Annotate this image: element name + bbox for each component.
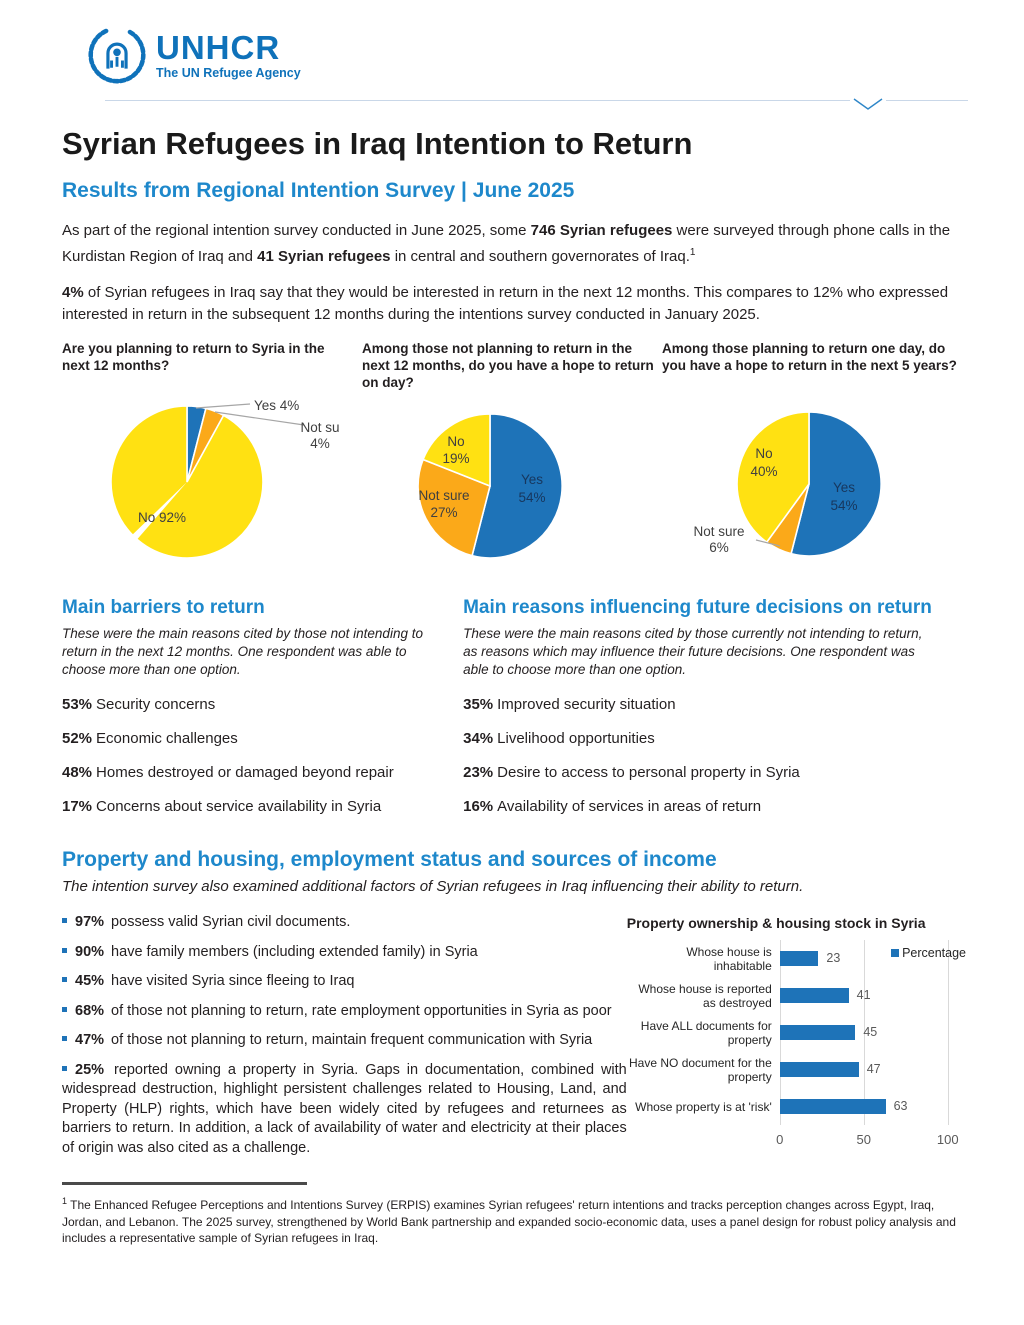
pie-chart-1: [62, 340, 362, 574]
pie-slice-label: No: [755, 446, 773, 461]
chevron-down-icon: [850, 98, 886, 111]
x-axis-tick-0: 0: [776, 1132, 784, 1147]
unhcr-logo: [88, 26, 301, 84]
future-reason-stat-item: 23% Desire to access to personal property in Syria: [463, 764, 800, 781]
pie-slice-label: Not sure: [693, 524, 745, 539]
footnote-text: $^1$ The Enhanced Refugee Perceptions and Intentions Survey (ERPIS) examines Syrian refugees' return intentions and tracks perception changes across Egypt, Iraq, Jordan, and Lebanon. The 2025 survey, strengthened by World Bank partnership and expanded socio-economic data, uses a panel design for robust policy analysis and includes a representative sample of Syrian refugees in Iraq.: [62, 1196, 956, 1245]
reasons-section: [62, 596, 962, 831]
bar-row: [627, 1014, 962, 1051]
logo-tagline: The UN Refugee Agency: [156, 65, 301, 80]
bar-chart-title: Property ownership & housing stock in Syria: [626, 915, 926, 931]
pie-slice-label: Yes: [832, 480, 856, 495]
pie-label-leader-line: [196, 404, 250, 408]
bullet-square-icon: [62, 1007, 67, 1012]
logo-brand: UNHCR: [156, 28, 281, 66]
bar-value-label: 47: [866, 1062, 881, 1076]
bar-fill: [780, 1062, 859, 1077]
x-axis-tick-100: 100: [936, 1132, 959, 1147]
intro-paragraph-2: 4% of Syrian refugees in Iraq say that they would be interested in return in the next 12 months. This compares to 12% who expressed interested in return in the subsequent 12 months during the intentions survey conducted in January 2025.: [62, 284, 949, 323]
barriers-description: These were the main reasons cited by those not intending to return in the next 12 months. One respondent was able to choose more than one option.: [62, 626, 423, 677]
bullet-item: 97% possess valid Syrian civil documents.: [62, 913, 627, 933]
barrier-stat-item: 48% Homes destroyed or damaged beyond repair: [62, 764, 394, 781]
unhcr-emblem-icon: [88, 26, 146, 84]
future-reasons-heading: Main reasons influencing future decisions on return: [463, 597, 932, 618]
bar-chart-plot: [627, 940, 966, 1125]
bullet-square-icon: [62, 977, 67, 982]
barrier-stat-item: 52% Economic challenges: [62, 730, 238, 747]
bullet-item: 45% have visited Syria since fleeing to Iraq: [62, 972, 627, 992]
pie-slice-label: 54%: [830, 498, 858, 513]
pie-slice-label: 27%: [430, 505, 458, 520]
bar-fill: [780, 951, 819, 966]
bullet-item: 68% of those not planning to return, rate employment opportunities in Syria as poor: [62, 1002, 627, 1022]
pie-slice-label: No: [447, 434, 465, 449]
property-section-heading: Property and housing, employment status and sources of income: [62, 848, 717, 871]
bar-fill: [780, 1099, 886, 1114]
pie-slice-label: Yes 4%: [254, 398, 300, 413]
main-barriers-column: [62, 596, 461, 831]
bullet-item: 47% of those not planning to return, maintain frequent communication with Syria: [62, 1031, 627, 1051]
bar-category-label: Whose property is at 'risk': [635, 1099, 772, 1114]
bar-category-label: Whose house is inhabitable: [686, 944, 772, 973]
bar-chart: [626, 913, 966, 1168]
pie-chart-2: [362, 340, 662, 574]
bar-track: [780, 977, 962, 1014]
barriers-list: [62, 695, 461, 816]
bar-value-label: 23: [826, 951, 841, 965]
pie-slice-label: 54%: [518, 490, 546, 505]
pie-slice-label: 6%: [709, 540, 729, 555]
bar-track: [780, 1051, 962, 1088]
header-divider: [105, 100, 968, 101]
bar-chart-x-axis: [627, 1129, 962, 1149]
bar-fill: [780, 988, 849, 1003]
future-reasons-description: These were the main reasons cited by those currently not intending to return, as reasons which may influence their future decisions. One respondent was able to choose more than one option.: [463, 626, 923, 677]
bar-value-label: 41: [856, 988, 871, 1002]
future-reason-stat-item: 34% Livelihood opportunities: [463, 730, 655, 747]
pie-slice-label: 19%: [442, 451, 470, 466]
pie-chart-1-title: Are you planning to return to Syria in the next 12 months?: [62, 341, 325, 373]
future-reasons-column: [463, 596, 962, 831]
pie-chart-2-title: Among those not planning to return in the next 12 months, do you have a hope to return on day?: [362, 341, 654, 390]
pie-chart-3-plot: [662, 394, 962, 569]
pie-chart-3-title: Among those planning to return one day, do you have a hope to return in the next 5 years?: [662, 341, 957, 373]
legend-percentage: Percentage: [891, 946, 966, 960]
barrier-stat-item: 17% Concerns about service availability in Syria: [62, 798, 382, 815]
pie-slice-label: 4%: [310, 436, 330, 451]
pie-chart-3: [662, 340, 962, 574]
footnote-reference: 1: [689, 247, 696, 258]
bullet-item: 25% reported owning a property in Syria. Gaps in documentation, combined with widespread destruction, highlight persistent challenges related to Housing, Land, and Property (HLP) rights, which have been widely cited by refugees and returnees as barriers to return. In addition, a lack of availability of water and electricity at their places of origin was also cited as a challenge.: [62, 1061, 627, 1156]
x-axis-tick-50: 50: [856, 1132, 871, 1147]
pie-charts-row: [62, 340, 962, 574]
barrier-stat-item: 53% Security concerns: [62, 696, 216, 713]
pie-chart-2-plot: [362, 394, 662, 569]
bar-track: [780, 1088, 962, 1125]
bullet-square-icon: [62, 1066, 67, 1071]
intro-paragraph-1: As part of the regional intention survey conducted in June 2025, some 746 Syrian refugees were surveyed through phone calls in the Kurdistan Region of Iraq and 41 Syrian refugees in central and southern governorates of Iraq.$^1$: [62, 222, 951, 265]
bar-row: [627, 977, 962, 1014]
pie-slice-label: No 92%: [137, 510, 187, 525]
pie-slice-label: 40%: [750, 464, 778, 479]
footnote-divider: [62, 1182, 307, 1185]
pie-slice-label: Not sure: [418, 488, 470, 503]
bar-fill: [780, 1025, 856, 1040]
future-reasons-list: [463, 695, 962, 816]
property-bullet-list: [62, 913, 627, 1168]
pie-chart-1-plot: [62, 394, 362, 569]
pie-slice-label: Yes: [520, 472, 544, 487]
bar-value-label: 45: [863, 1025, 878, 1039]
bullet-square-icon: [62, 948, 67, 953]
bar-track: [780, 1014, 962, 1051]
property-content-row: [62, 913, 966, 1168]
property-section-description: The intention survey also examined additional factors of Syrian refugees in Iraq influencing their ability to return.: [62, 878, 804, 895]
bar-category-label: Have NO document for the property: [629, 1055, 772, 1084]
bar-row: [627, 1088, 962, 1125]
bullet-square-icon: [62, 918, 67, 923]
bar-category-label: Have ALL documents for property: [640, 1018, 772, 1047]
bar-value-label: 63: [893, 1099, 908, 1113]
future-reason-stat-item: 35% Improved security situation: [463, 696, 676, 713]
bar-category-label: Whose house is reported as destroyed: [638, 981, 772, 1010]
pie-slice-label: Not su: [300, 420, 340, 435]
page-title: Syrian Refugees in Iraq Intention to Return: [62, 126, 693, 161]
bar-row: [627, 1051, 962, 1088]
page-subtitle: Results from Regional Intention Survey | June 2025: [62, 179, 575, 202]
legend-swatch-icon: [891, 949, 899, 957]
bullet-item: 90% have family members (including extended family) in Syria: [62, 943, 627, 963]
bullet-square-icon: [62, 1036, 67, 1041]
future-reason-stat-item: 16% Availability of services in areas of return: [463, 798, 762, 815]
barriers-heading: Main barriers to return: [62, 597, 265, 618]
